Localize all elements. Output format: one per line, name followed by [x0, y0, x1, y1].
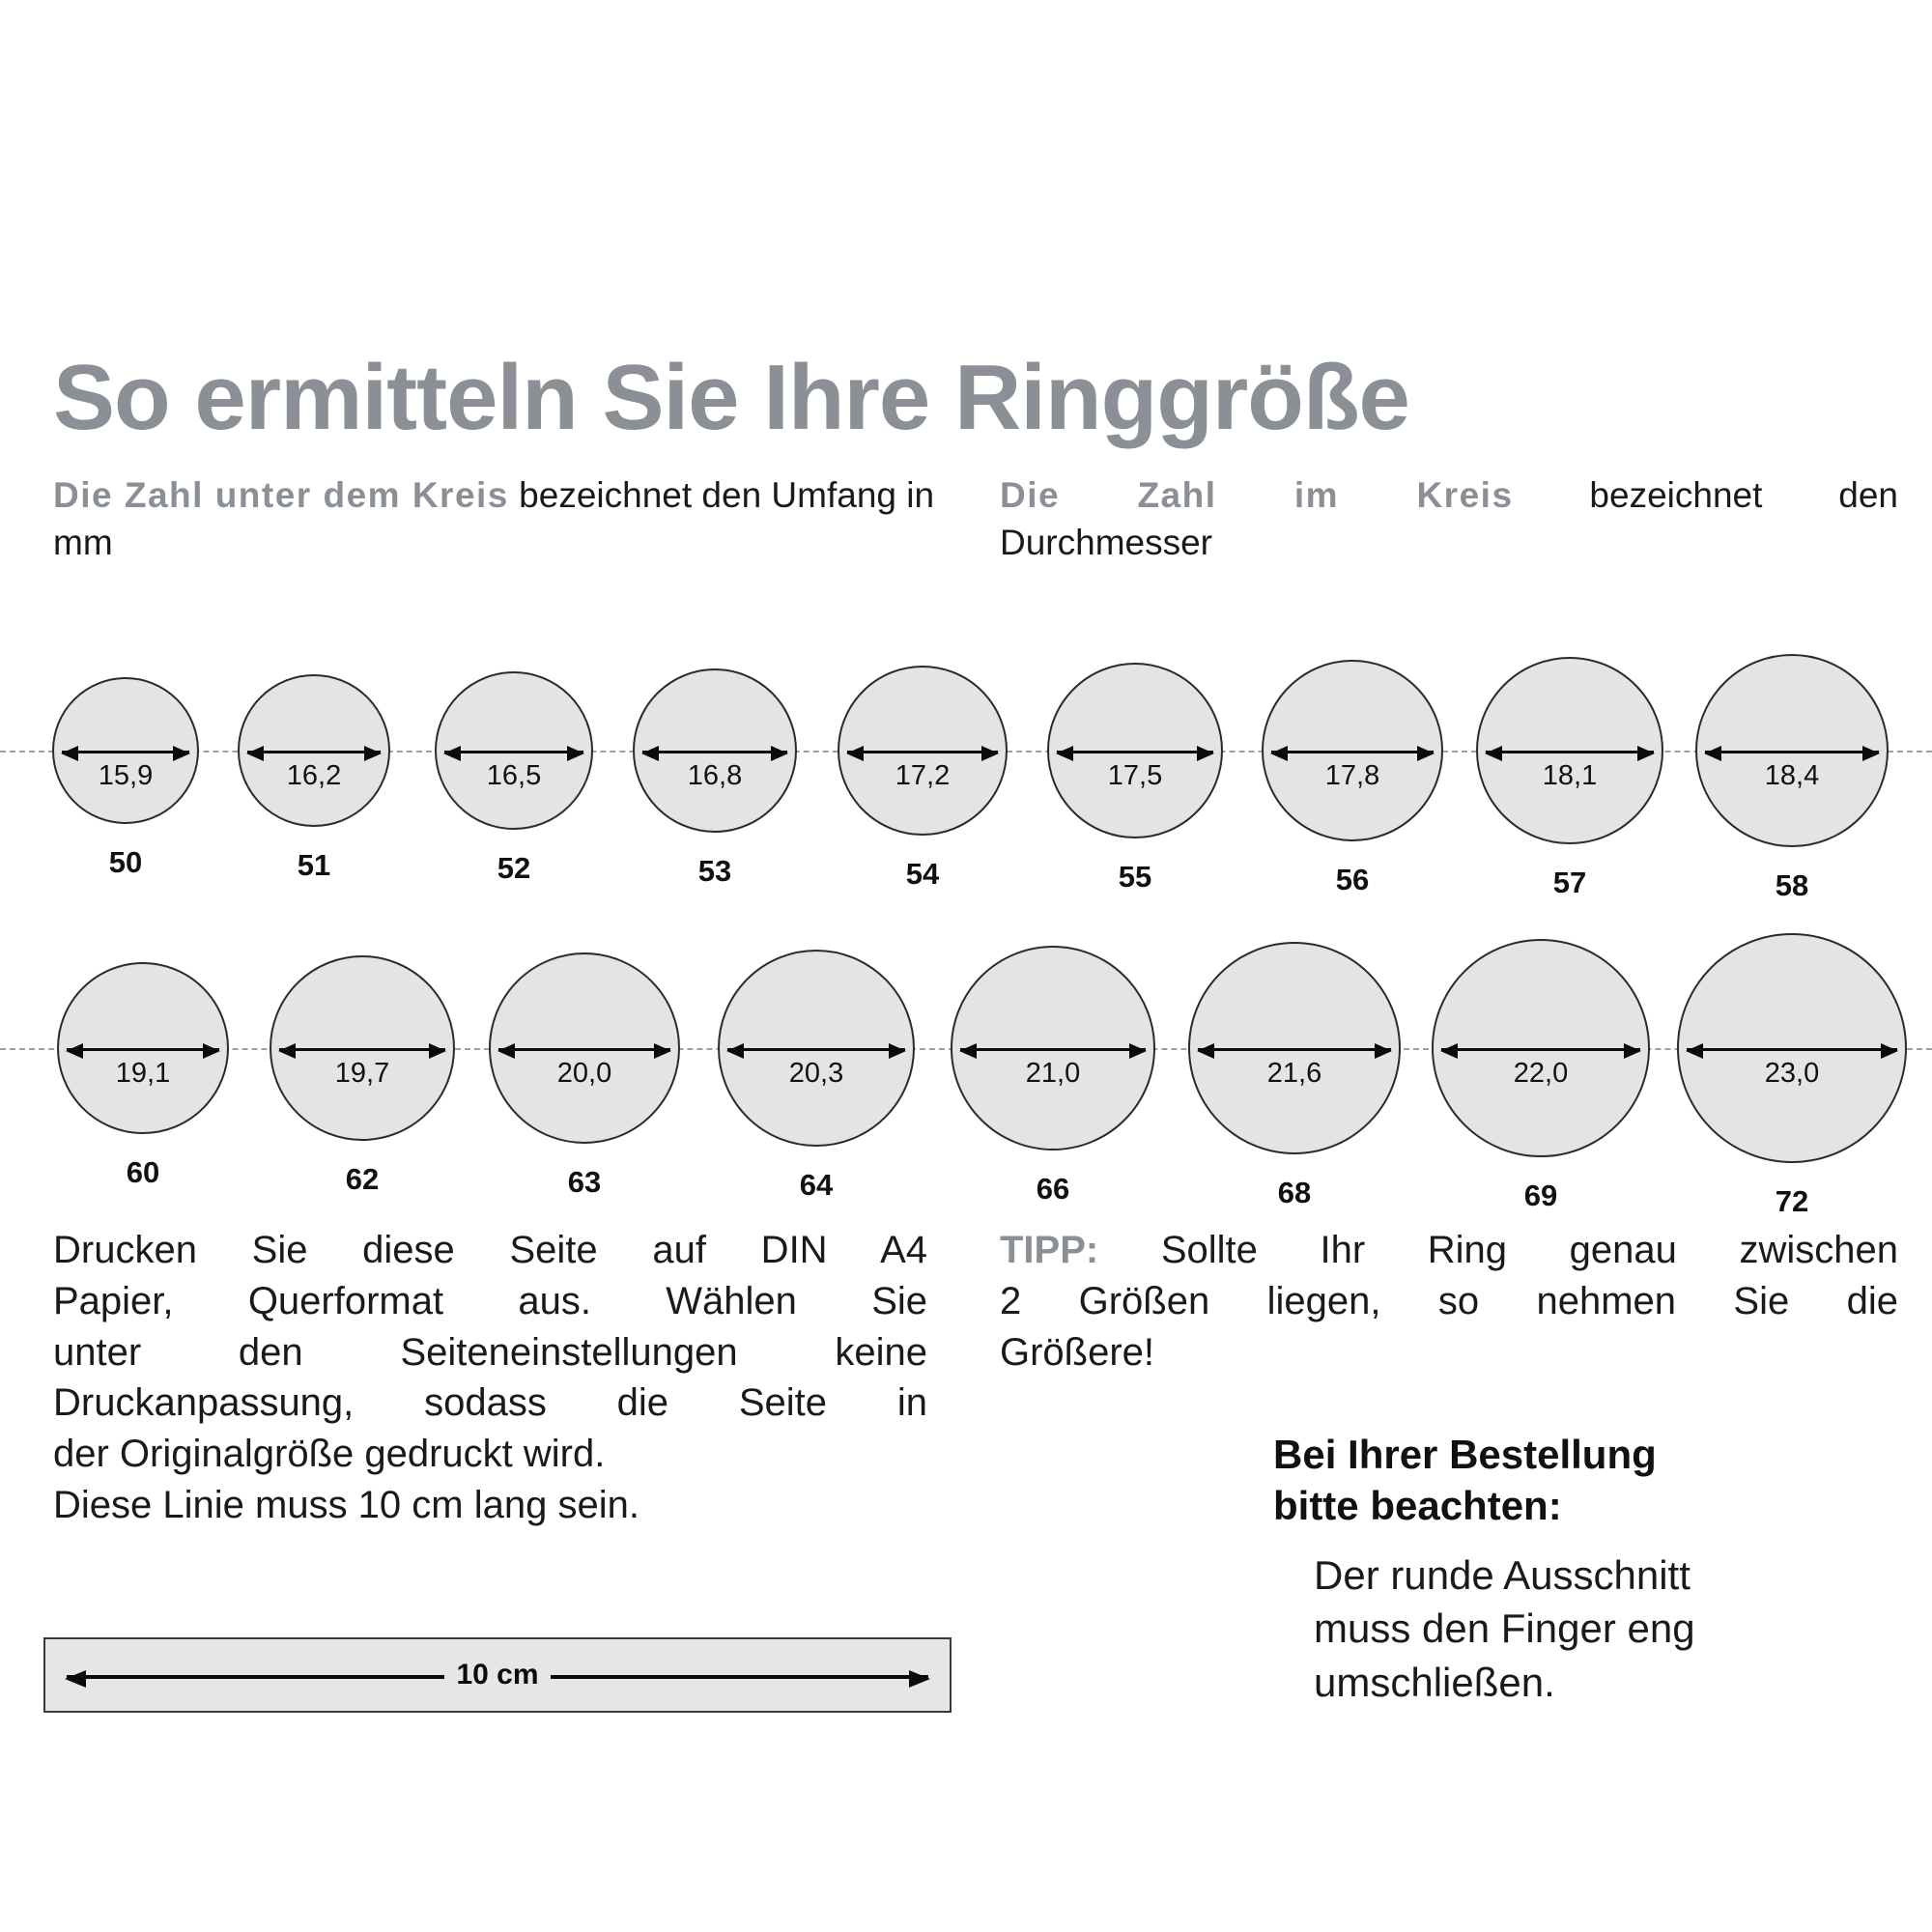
ring-circle — [1188, 942, 1401, 1154]
tip-line-2: 2 Größen liegen, so nehmen Sie die — [1000, 1279, 1898, 1322]
diameter-arrow-icon — [247, 751, 381, 753]
ring-diameter-value: 17,5 — [1107, 760, 1163, 791]
ring-circle — [489, 952, 680, 1144]
diameter-arrow-icon — [1687, 1048, 1897, 1051]
ring-size-label: 66 — [1036, 1172, 1070, 1206]
order-note-body-line-3: umschließen. — [1314, 1659, 1555, 1705]
ring-size-label: 53 — [697, 854, 732, 888]
legend-diameter-line2: Durchmesser — [1000, 523, 1212, 563]
ring-size-label: 63 — [567, 1165, 602, 1199]
ring-diameter-value: 19,7 — [334, 1058, 390, 1089]
diameter-arrow-icon — [960, 1048, 1146, 1051]
ring-size-label: 64 — [799, 1168, 834, 1202]
ring-row-large — [0, 923, 1932, 1218]
print-instructions-line-1: Drucken Sie diese Seite auf DIN A4 — [53, 1229, 927, 1271]
tip-line-3: Größere! — [1000, 1330, 1155, 1374]
order-note-body-line-1: Der runde Ausschnitt — [1314, 1552, 1690, 1598]
ring-diameter-value: 22,0 — [1513, 1058, 1569, 1089]
ring-circle — [238, 674, 390, 827]
ring-circle — [951, 946, 1155, 1151]
diameter-arrow-icon — [642, 751, 787, 753]
ring-size-label: 56 — [1335, 863, 1370, 896]
ring-circle — [1476, 657, 1663, 844]
diameter-arrow-icon — [444, 751, 583, 753]
ring-circle — [633, 668, 797, 833]
ring-circle — [718, 950, 915, 1147]
order-note-body-line-2: muss den Finger eng — [1314, 1605, 1695, 1652]
ring-circle — [435, 671, 593, 830]
ring-size-label: 60 — [126, 1155, 160, 1189]
ring-size-label: 62 — [345, 1162, 380, 1196]
ring-size-label: 55 — [1118, 860, 1152, 894]
ring-diameter-value: 21,6 — [1266, 1058, 1322, 1089]
diameter-arrow-icon — [1705, 751, 1879, 753]
ring-diameter-value: 19,1 — [115, 1058, 171, 1089]
print-instructions-line-4: Druckanpassung, sodass die Seite in — [53, 1381, 927, 1425]
ring-diameter-value: 17,8 — [1324, 760, 1380, 791]
ring-circle — [1432, 939, 1650, 1157]
ring-circle — [57, 962, 229, 1134]
ring-circle — [1047, 663, 1223, 838]
page-title: So ermitteln Sie Ihre Ringgröße — [53, 346, 1409, 450]
ring-diameter-value: 16,2 — [286, 760, 342, 791]
tip-line-1: Sollte Ihr Ring genau zwischen — [1098, 1229, 1898, 1271]
ring-size-label: 54 — [905, 857, 940, 891]
ring-circle — [270, 955, 455, 1141]
diameter-arrow-icon — [1271, 751, 1434, 753]
ring-circle — [838, 666, 1008, 836]
order-note-heading — [1273, 1430, 1911, 1531]
legend-diameter — [1000, 471, 1898, 566]
ring-diameter-value: 16,5 — [486, 760, 542, 791]
tip-label: TIPP: — [1000, 1229, 1099, 1271]
ring-diameter-value: 20,0 — [556, 1058, 612, 1089]
ring-diameter-value: 17,2 — [895, 760, 951, 791]
ring-size-label: 57 — [1552, 866, 1587, 899]
ring-diameter-value: 15,9 — [98, 760, 154, 791]
ring-size-label: 72 — [1775, 1184, 1809, 1218]
legend-diameter-accent: Die Zahl im Kreis — [1000, 475, 1514, 515]
legend-diameter-rest: bezeichnet den — [1513, 475, 1898, 515]
legend-circumference — [53, 471, 942, 566]
ring-circle — [1695, 654, 1889, 847]
diameter-arrow-icon — [1486, 751, 1654, 753]
ring-diameter-value: 18,1 — [1542, 760, 1598, 791]
ring-diameter-value: 21,0 — [1025, 1058, 1081, 1089]
order-note-heading-line-1: Bei Ihrer Bestellung — [1273, 1432, 1657, 1477]
ring-size-label: 58 — [1775, 868, 1809, 902]
ring-size-label: 68 — [1277, 1176, 1312, 1209]
legend-circumference-rest: bezeichnet den Umfang in mm — [53, 475, 935, 563]
ring-diameter-value: 16,8 — [687, 760, 743, 791]
diameter-arrow-icon — [62, 751, 189, 753]
ring-circle — [52, 677, 199, 824]
diameter-arrow-icon — [279, 1048, 445, 1051]
ring-row-small — [0, 649, 1932, 902]
diameter-arrow-icon — [847, 751, 998, 753]
print-instructions-line-5: der Originalgröße gedruckt wird. — [53, 1433, 606, 1476]
diameter-arrow-icon — [1198, 1048, 1391, 1051]
ring-diameter-value: 18,4 — [1764, 760, 1820, 791]
legend-circumference-accent: Die Zahl unter dem Kreis — [53, 475, 509, 515]
ring-circle — [1677, 933, 1907, 1163]
diameter-arrow-icon — [1057, 751, 1213, 753]
print-instructions-line-3: unter den Seiteneinstellungen keine — [53, 1330, 927, 1374]
order-note-heading-line-2: bitte beachten: — [1273, 1482, 1562, 1528]
ring-circle — [1262, 660, 1443, 841]
ring-size-label: 69 — [1523, 1179, 1558, 1212]
calibration-ruler — [43, 1637, 952, 1713]
ring-diameter-value: 20,3 — [788, 1058, 844, 1089]
tip-block — [1000, 1225, 1898, 1378]
diameter-arrow-icon — [498, 1048, 670, 1051]
diameter-arrow-icon — [727, 1048, 905, 1051]
order-note-body — [1314, 1548, 1913, 1709]
diameter-arrow-icon — [1441, 1048, 1640, 1051]
ring-size-label: 50 — [108, 845, 143, 879]
ring-size-label: 52 — [497, 851, 531, 885]
print-instructions — [53, 1225, 927, 1531]
diameter-arrow-icon — [67, 1048, 219, 1051]
ring-size-label: 51 — [297, 848, 331, 882]
print-instructions-line-2: Papier, Querformat aus. Wählen Sie — [53, 1279, 927, 1322]
ring-diameter-value: 23,0 — [1764, 1058, 1820, 1089]
ruler-label: 10 cm — [45, 1659, 950, 1691]
print-instructions-line-6: Diese Linie muss 10 cm lang sein. — [53, 1483, 639, 1526]
